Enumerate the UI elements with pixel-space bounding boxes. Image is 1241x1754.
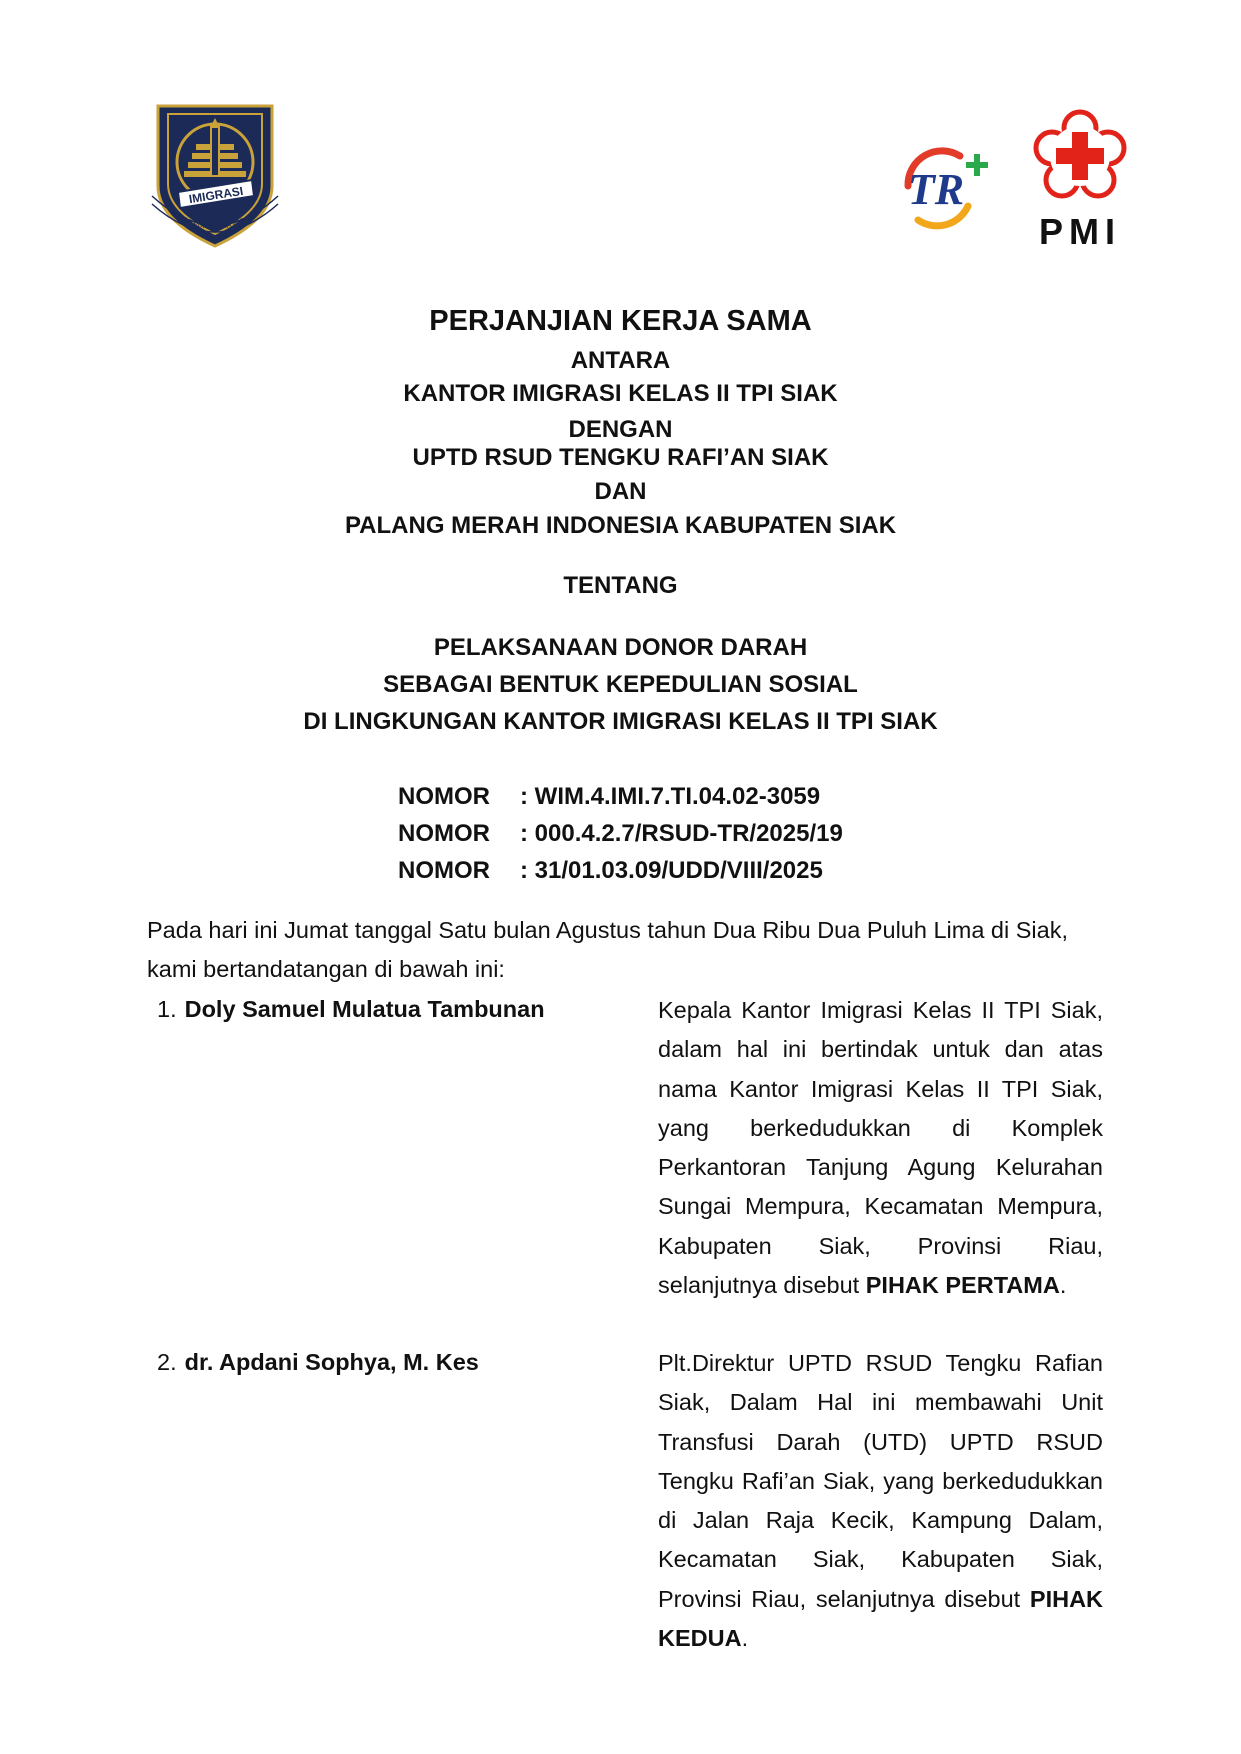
title-tentang: TENTANG bbox=[563, 572, 678, 599]
party-2-end: . bbox=[741, 1625, 749, 1652]
party-1-description-text: Kepala Kantor Imigrasi Kelas II TPI Siak, dalam hal ini bertindak untuk dan atas nama Kantor Imigrasi Kelas II TPI Siak, yang berkedudukkan di Komplek Perkantoran Tanjung Agung Kelurahan Sungai Mempura, Kecamatan Mempura, Kabupaten Siak, Provinsi Riau, selanjutnya disebut bbox=[658, 997, 1103, 1299]
subject-line-2: SEBAGAI BENTUK KEPEDULIAN SOSIAL bbox=[383, 671, 858, 698]
rsud-logo bbox=[888, 146, 998, 230]
party-1-role: PIHAK PERTAMA bbox=[865, 1272, 1060, 1299]
nomor-label: NOMOR bbox=[398, 820, 490, 847]
nomor-value: : WIM.4.IMI.7.TI.04.02-3059 bbox=[520, 783, 821, 810]
rsud-logo-text: TR bbox=[907, 165, 965, 214]
nomor-value: : 31/01.03.09/UDD/VIII/2025 bbox=[520, 857, 823, 884]
pmi-logo bbox=[1030, 106, 1130, 251]
title-line-antara: ANTARA bbox=[570, 347, 671, 374]
pmi-logo-text: PMI bbox=[1038, 211, 1122, 251]
party-1-number: 1. bbox=[157, 996, 177, 1022]
nomor-label: NOMOR bbox=[398, 783, 490, 810]
party-2-name: dr. Apdani Sophya, M. Kes bbox=[184, 1349, 479, 1375]
imigrasi-logo bbox=[148, 100, 282, 250]
document-title: PERJANJIAN KERJA SAMA bbox=[429, 305, 812, 337]
nomor-label: NOMOR bbox=[398, 857, 490, 884]
title-line-dengan: DENGAN bbox=[568, 416, 673, 443]
imigrasi-banner-text: IMIGRASI bbox=[187, 183, 245, 207]
title-line-party-1: KANTOR IMIGRASI KELAS II TPI SIAK bbox=[403, 380, 838, 407]
party-2-name-row bbox=[157, 1349, 479, 1376]
intro-paragraph: Pada hari ini Jumat tanggal Satu bulan Agustus tahun Dua Ribu Dua Puluh Lima di Siak, kami bertandatangan di bawah ini: bbox=[147, 917, 1068, 982]
subject-line-1: PELAKSANAAN DONOR DARAH bbox=[433, 634, 808, 661]
title-line-dan: DAN bbox=[594, 478, 647, 505]
party-2-description-text: Plt.Direktur UPTD RSUD Tengku Rafian Siak, Dalam Hal ini membawahi Unit Transfusi Darah (UTD) UPTD RSUD Tengku Rafi’an Siak, yang berkedudukkan di Jalan Raja Kecik, Kampung Dalam, Kecamatan Siak, Kabupaten Siak, Provinsi Riau, selanjutnya disebut bbox=[658, 1350, 1103, 1612]
party-1-end: . bbox=[1059, 1272, 1067, 1299]
party-1-description bbox=[658, 991, 1103, 1305]
party-2-number: 2. bbox=[157, 1349, 177, 1375]
nomor-value: : 000.4.2.7/RSUD-TR/2025/19 bbox=[520, 820, 843, 847]
party-2-role: PIHAK KEDUA bbox=[658, 1585, 1104, 1652]
title-line-party-2: UPTD RSUD TENGKU RAFI’AN SIAK bbox=[412, 444, 829, 471]
party-1-name: Doly Samuel Mulatua Tambunan bbox=[184, 996, 545, 1022]
party-1-name-row bbox=[157, 996, 545, 1023]
imigrasi-motto: BHUMI PURA WIRA WIBAWA bbox=[169, 210, 261, 232]
subject-line-3: DI LINGKUNGAN KANTOR IMIGRASI KELAS II TPI SIAK bbox=[303, 708, 938, 735]
title-line-party-3: PALANG MERAH INDONESIA KABUPATEN SIAK bbox=[344, 512, 897, 539]
party-2-description bbox=[658, 1344, 1103, 1658]
